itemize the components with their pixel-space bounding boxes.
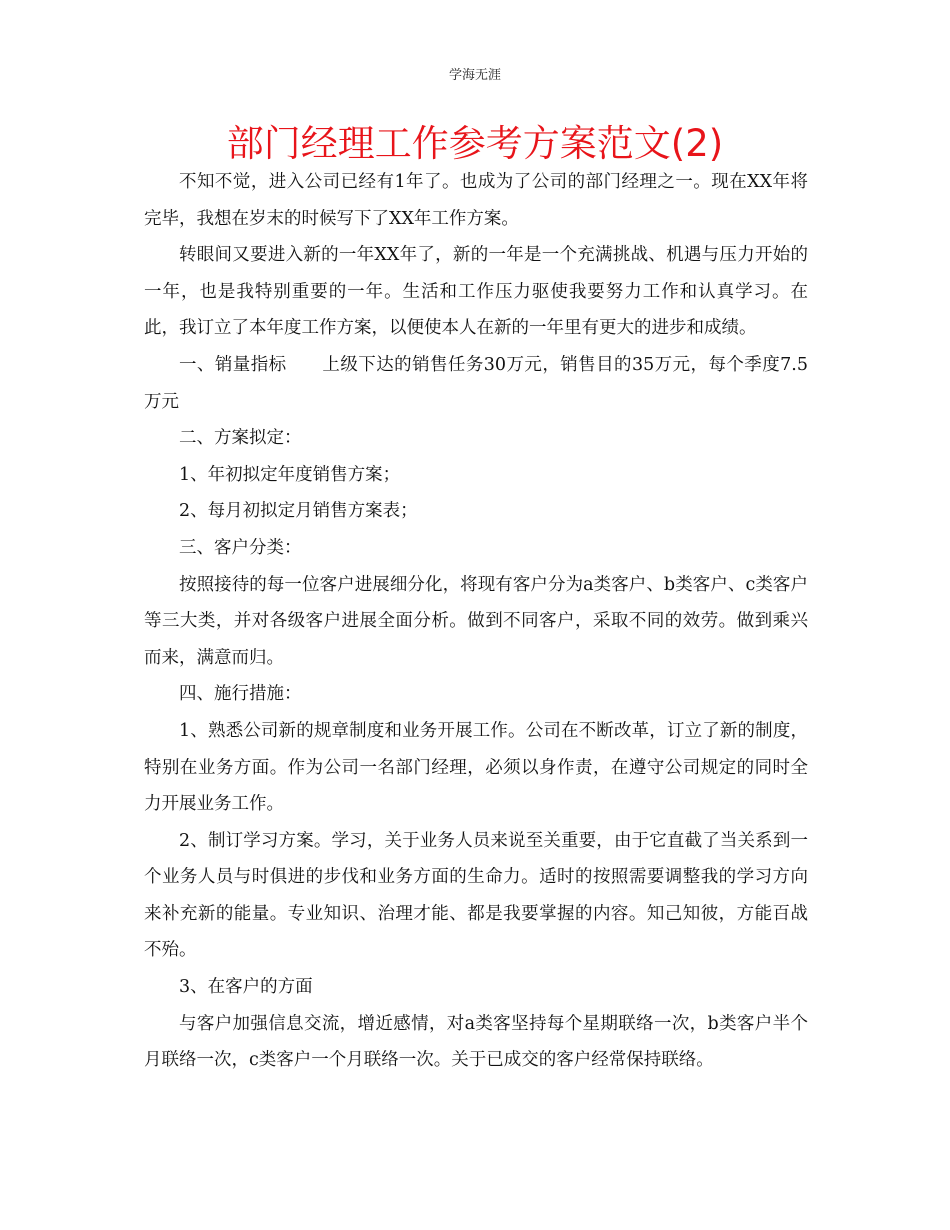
- paragraph: 三、客户分类：: [179, 537, 302, 558]
- paragraph: 与客户加强信息交流，增近感情，对a类客坚持每个星期联络一次，b类客户半个月联络一次，c类客户一个月联络一次。关于已成交的客户经常保持联络。: [144, 1013, 808, 1071]
- document-body: [144, 164, 808, 1079]
- paragraph: 2、每月初拟定月销售方案表；: [179, 501, 418, 522]
- paragraph: 转眼间又要进入新的一年XX年了，新的一年是一个充满挑战、机遇与压力开始的一年，也是我特别重要的一年。生活和工作压力驱使我要努力工作和认真学习。在此，我订立了本年度工作方案，以便使本人在新的一年里有更大的进步和成绩。: [144, 245, 808, 339]
- paragraph: 1、年初拟定年度销售方案；: [179, 464, 401, 485]
- paragraph: 不知不觉，进入公司已经有1年了。也成为了公司的部门经理之一。现在XX年将完毕，我想在岁末的时候写下了XX年工作方案。: [144, 172, 808, 229]
- paragraph: 二、方案拟定：: [179, 428, 302, 449]
- paragraph: 按照接待的每一位客户进展细分化，将现有客户分为a类客户、b类客户、c类客户等三大类，并对各级客户进展全面分析。做到不同客户，采取不同的效劳。做到乘兴而来，满意而归。: [144, 574, 808, 668]
- paragraph: 3、在客户的方面: [179, 977, 313, 998]
- paragraph: 一、销量指标 上级下达的销售任务30万元，销售目的35万元，每个季度7.5万元: [144, 354, 808, 412]
- paragraph: 四、施行措施：: [179, 684, 302, 705]
- paragraph: 1、熟悉公司新的规章制度和业务开展工作。公司在不断改革，订立了新的制度，特别在业务方面。作为公司一名部门经理，必须以身作责，在遵守公司规定的同时全力开展业务工作。: [144, 720, 808, 815]
- document-title: 部门经理工作参考方案范文(2): [226, 122, 724, 165]
- page-header: 学海无涯: [448, 68, 501, 83]
- paragraph: 2、制订学习方案。学习，关于业务人员来说至关重要，由于它直截了当关系到一个业务人员与时俱进的步伐和业务方面的生命力。适时的按照需要调整我的学习方向来补充新的能量。专业知识、治理才能、都是我要掌握的内容。知己知彼，方能百战不殆。: [144, 830, 808, 961]
